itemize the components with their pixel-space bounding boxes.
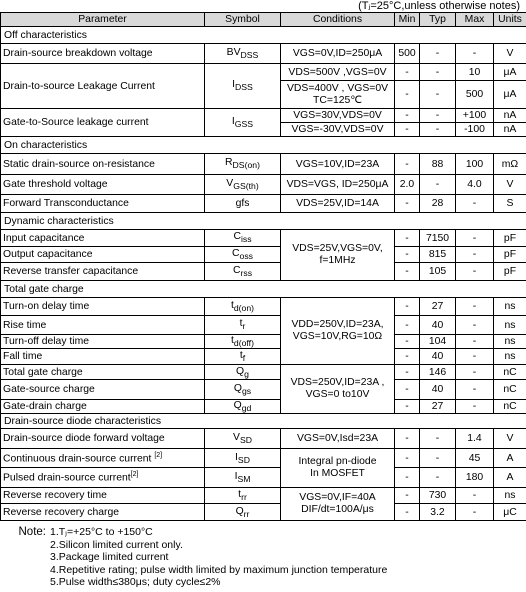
notes-label: Note: bbox=[18, 526, 46, 538]
symbol: $I_{SM}$ bbox=[205, 468, 281, 488]
header-min: Min bbox=[395, 13, 420, 27]
notes-block bbox=[0, 526, 526, 589]
header-conditions: Conditions bbox=[281, 13, 395, 27]
electrical-characteristics-table bbox=[0, 12, 526, 521]
table-row: Input capacitance $C_{iss}$ VDS=25V,VGS=0V, f=1MHz - 7150 - pF bbox=[1, 230, 526, 247]
symbol: $I_{DSS}$ bbox=[205, 64, 281, 109]
table-row: Forward Transconductance gfs VDS=25V,ID=14A - 28 - S bbox=[1, 195, 526, 213]
note-item: 1.Tⱼ=+25°C to +150°C bbox=[50, 526, 153, 538]
note-item: 5.Pulse width≤380μs; duty cycle≤2% bbox=[50, 576, 221, 589]
section-diode: Drain-source diode characteristics bbox=[1, 414, 526, 429]
table-row: Turn-off delay time $t_{d(off)}$ - 104 - ns bbox=[1, 335, 526, 349]
symbol: $I_{GSS}$ bbox=[205, 109, 281, 137]
table-row: Continuous drain-source current [2] $I_{SD}$ Integral pn-diode In MOSFET - - 45 A bbox=[1, 449, 526, 468]
table-row: Gate-to-Source leakage current $I_{GSS}$ VGS=30V,VDS=0V - - +100 nA bbox=[1, 109, 526, 123]
table-header-row bbox=[1, 13, 526, 27]
section-gate: Total gate charge bbox=[1, 281, 526, 298]
header-symbol: Symbol bbox=[205, 13, 281, 27]
note-item: 3.Package limited current bbox=[50, 551, 169, 564]
table-row: VGS=-30V,VDS=0V - - -100 nA bbox=[1, 123, 526, 137]
symbol: $Q_g$ bbox=[205, 365, 281, 380]
symbol: $V_{SD}$ bbox=[205, 429, 281, 449]
symbol: $BV_{DSS}$ bbox=[205, 44, 281, 64]
symbol: $I_{SD}$ bbox=[205, 449, 281, 468]
header-parameter: Parameter bbox=[1, 13, 205, 27]
table-row: Drain-source diode forward voltage $V_{SD}$ VGS=0V,Isd=23A - - 1.4 V bbox=[1, 429, 526, 449]
table-row: Drain-source breakdown voltage $BV_{DSS}$ VGS=0V,ID=250μA 500 - - V bbox=[1, 44, 526, 64]
symbol: $C_{oss}$ bbox=[205, 247, 281, 263]
table-row: Total gate charge $Q_g$ VDS=250V,ID=23A , VGS=0 to10V - 146 - nC bbox=[1, 365, 526, 380]
symbol: $t_{d(on)}$ bbox=[205, 298, 281, 316]
table-row: Reverse transfer capacitance $C_{rss}$ - 105 - pF bbox=[1, 263, 526, 281]
symbol: $t_f$ bbox=[205, 349, 281, 365]
symbol: $Q_{gs}$ bbox=[205, 380, 281, 400]
table-row: Pulsed drain-source current[2] $I_{SM}$ - - 180 A bbox=[1, 468, 526, 488]
note-item: 2.Silicon limited current only. bbox=[50, 538, 183, 551]
symbol: $t_{d(off)}$ bbox=[205, 335, 281, 349]
symbol: $R_{DS(on)}$ bbox=[205, 154, 281, 175]
table-row: Reverse recovery charge $Q_{rr}$ - 3.2 - μC bbox=[1, 504, 526, 521]
symbol: $Q_{rr}$ bbox=[205, 504, 281, 521]
note-item: 4.Repetitive rating; pulse width limited by maximum junction temperature bbox=[50, 563, 388, 576]
table-row: VDS=400V , VGS=0V TC=125℃ - - 500 μA bbox=[1, 81, 526, 109]
table-row: Gate-drain charge $Q_{gd}$ - 27 - nC bbox=[1, 400, 526, 414]
symbol: $V_{GS(th)}$ bbox=[205, 175, 281, 195]
table-row: Drain-to-source Leakage Current $I_{DSS}$ VDS=500V ,VGS=0V - - 10 μA bbox=[1, 64, 526, 81]
table-row: Rise time $t_r$ - 40 - ns bbox=[1, 316, 526, 335]
section-on: On characteristics bbox=[1, 137, 526, 154]
header-typ: Typ bbox=[420, 13, 456, 27]
table-row: Gate-source charge $Q_{gs}$ - 40 - nC bbox=[1, 380, 526, 400]
table-row: Turn-on delay time $t_{d(on)}$ VDD=250V,ID=23A, VGS=10V,RG=10Ω - 27 - ns bbox=[1, 298, 526, 316]
symbol: $C_{rss}$ bbox=[205, 263, 281, 281]
table-row: Fall time $t_f$ - 40 - ns bbox=[1, 349, 526, 365]
table-row: Static drain-source on-resistance $R_{DS(on)}$ VGS=10V,ID=23A - 88 100 mΩ bbox=[1, 154, 526, 175]
symbol: $t_{rr}$ bbox=[205, 488, 281, 504]
test-conditions-note: (Tⱼ=25°C,unless otherwise notes) bbox=[358, 0, 520, 12]
header-units: Units bbox=[494, 13, 526, 27]
header-max: Max bbox=[456, 13, 494, 27]
symbol: $C_{iss}$ bbox=[205, 230, 281, 247]
table-row: Output capacitance $C_{oss}$ - 815 - pF bbox=[1, 247, 526, 263]
section-off: Off characteristics bbox=[1, 27, 526, 44]
symbol: $Q_{gd}$ bbox=[205, 400, 281, 414]
table-row: Reverse recovery time $t_{rr}$ VGS=0V,IF=40A DIF/dt=100A/μs - 730 - ns bbox=[1, 488, 526, 504]
section-dynamic: Dynamic characteristics bbox=[1, 213, 526, 230]
table-row: Gate threshold voltage $V_{GS(th)}$ VDS=VGS, ID=250μA 2.0 - 4.0 V bbox=[1, 175, 526, 195]
symbol: $t_r$ bbox=[205, 316, 281, 335]
